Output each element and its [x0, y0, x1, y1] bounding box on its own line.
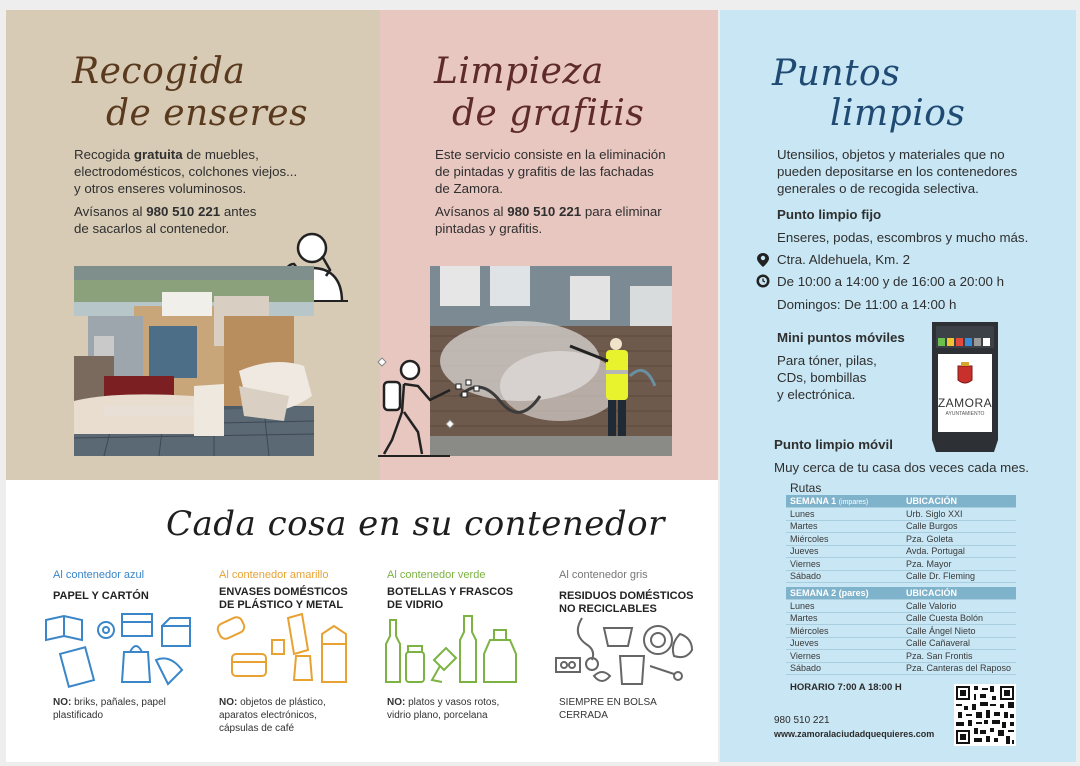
table-row: Martes Calle Cuesta Bolón [786, 612, 1016, 625]
table-row: Viernes Pza. Mayor [786, 558, 1016, 571]
glass-bottles-icon [384, 610, 524, 690]
enseres-title-line2: de enseres [106, 93, 309, 134]
routes-schedule: HORARIO 7:00 A 18:00 H [790, 682, 902, 693]
kiosk-brand: ZAMORA [937, 396, 993, 410]
table-row: Lunes Urb. Siglo XXI [786, 508, 1016, 521]
containers-title: Cada cosa en su contenedor [166, 504, 665, 544]
clock-icon [756, 274, 770, 288]
fijo-hours: De 10:00 a 14:00 y de 16:00 a 20:00 h [777, 274, 1004, 289]
grafitis-phone[interactable]: 980 510 221 [507, 204, 582, 219]
enseres-description: Recogida gratuita de muebles, electrodomésticos, colchones viejos... y otros enseres voluminosos. [74, 147, 298, 196]
puntos-title-line1: Puntos [772, 53, 901, 94]
movil-description: Muy cerca de tu casa dos veces cada mes. [774, 460, 1029, 475]
enseres-call: Avísanos al 980 510 221 antes de sacarlos al contenedor. [74, 204, 257, 236]
grafitis-title-line2: de grafitis [452, 93, 645, 134]
footer-phone[interactable]: 980 510 221 [774, 715, 830, 726]
mini-punto-kiosk [928, 316, 1002, 452]
movil-heading: Punto limpio móvil [774, 437, 893, 452]
category-grey-note: SIEMPRE EN BOLSA CERRADA [559, 697, 657, 721]
non-recyclable-waste-icon [552, 614, 702, 690]
mini-heading: Mini puntos móviles [777, 330, 905, 345]
table-row: Jueves Avda. Portugal [786, 545, 1016, 558]
table-row: Jueves Calle Cañaveral [786, 637, 1016, 650]
category-grey-title: RESIDUOS DOMÉSTICOS NO RECICLABLES [559, 590, 694, 615]
category-yellow-exclusions: NO: objetos de plástico, aparatos electrónicos, cápsulas de café [219, 697, 326, 734]
table-row: Sábado Calle Dr. Fleming [786, 570, 1016, 583]
paper-cardboard-icon [44, 610, 194, 690]
table-row: Martes Calle Burgos [786, 520, 1016, 533]
grafitis-title-line1: Limpieza [434, 51, 604, 92]
table-row: Sábado Pza. Canteras del Raposo [786, 662, 1016, 675]
fijo-description: Enseres, podas, escombros y mucho más. [777, 230, 1029, 245]
table-row: Miércoles Pza. Goleta [786, 533, 1016, 546]
category-blue-label: Al contenedor azul [53, 569, 145, 581]
routes-week1: SEMANA 1 (impares) UBICACIÓN Lunes Urb. Siglo XXI Martes Calle Burgos Miércoles Pza. Goleta Jueves Avda. Portugal Viernes Pza. Mayor Sábado Calle Dr. Fleming [786, 495, 1016, 583]
category-grey-label: Al contenedor gris [559, 569, 648, 581]
enseres-phone[interactable]: 980 510 221 [146, 204, 221, 219]
category-blue-exclusions: NO: briks, pañales, papel plastificado [53, 697, 166, 721]
category-green-title: BOTELLAS Y FRASCOS DE VIDRIO [387, 586, 514, 611]
puntos-limpios-panel [720, 10, 1076, 762]
category-yellow-label: Al contenedor amarillo [219, 569, 329, 581]
grafitis-description: Este servicio consiste en la eliminación de pintadas y grafitis de las fachadas de Zamora. [435, 147, 666, 196]
puntos-description: Utensilios, objetos y materiales que no pueden depositarse en los contenedores generales o de recogida selectiva. [777, 147, 1018, 196]
enseres-title-line1: Recogida [72, 51, 246, 92]
plastic-metal-packaging-icon [214, 610, 354, 690]
fijo-sundays: Domingos: De 11:00 a 14:00 h [777, 297, 957, 312]
footer-website[interactable]: www.zamoralaciudadquequieres.com [774, 729, 935, 739]
grafitis-panel [380, 10, 718, 480]
fijo-address: Ctra. Aldehuela, Km. 2 [777, 252, 911, 267]
containers-section [6, 480, 718, 762]
spray-worker-icon [370, 350, 490, 460]
qr-code[interactable] [954, 684, 1016, 746]
puntos-title-line2: limpios [830, 93, 966, 134]
fijo-heading: Punto limpio fijo [777, 207, 882, 222]
grafitis-call: Avísanos al 980 510 221 para eliminar pintadas y grafitis. [435, 204, 662, 236]
table-row: Lunes Calle Valorio [786, 600, 1016, 613]
category-green-exclusions: NO: platos y vasos rotos, vidrio plano, porcelana [387, 697, 500, 721]
table-row: Miércoles Calle Ángel Nieto [786, 625, 1016, 638]
mini-description: Para tóner, pilas, CDs, bombillas y electrónica. [777, 353, 877, 402]
enseres-panel [6, 10, 384, 480]
table-row: Viernes Pza. San Frontis [786, 650, 1016, 663]
kiosk-subbrand: AYUNTAMIENTO [945, 411, 985, 417]
furniture-photo [74, 266, 314, 456]
category-blue-title: PAPEL Y CARTÓN [53, 590, 149, 602]
category-green-label: Al contenedor verde [387, 569, 486, 581]
category-yellow-title: ENVASES DOMÉSTICOS DE PLÁSTICO Y METAL [219, 586, 348, 611]
location-pin-icon [756, 252, 770, 268]
rutas-label: Rutas [790, 481, 822, 495]
routes-week2: SEMANA 2 (pares) UBICACIÓN Lunes Calle Valorio Martes Calle Cuesta Bolón Miércoles Calle Ángel Nieto Jueves Calle Cañaveral Viernes Pza. San Frontis Sábado Pza. Canteras del Raposo [786, 587, 1016, 675]
